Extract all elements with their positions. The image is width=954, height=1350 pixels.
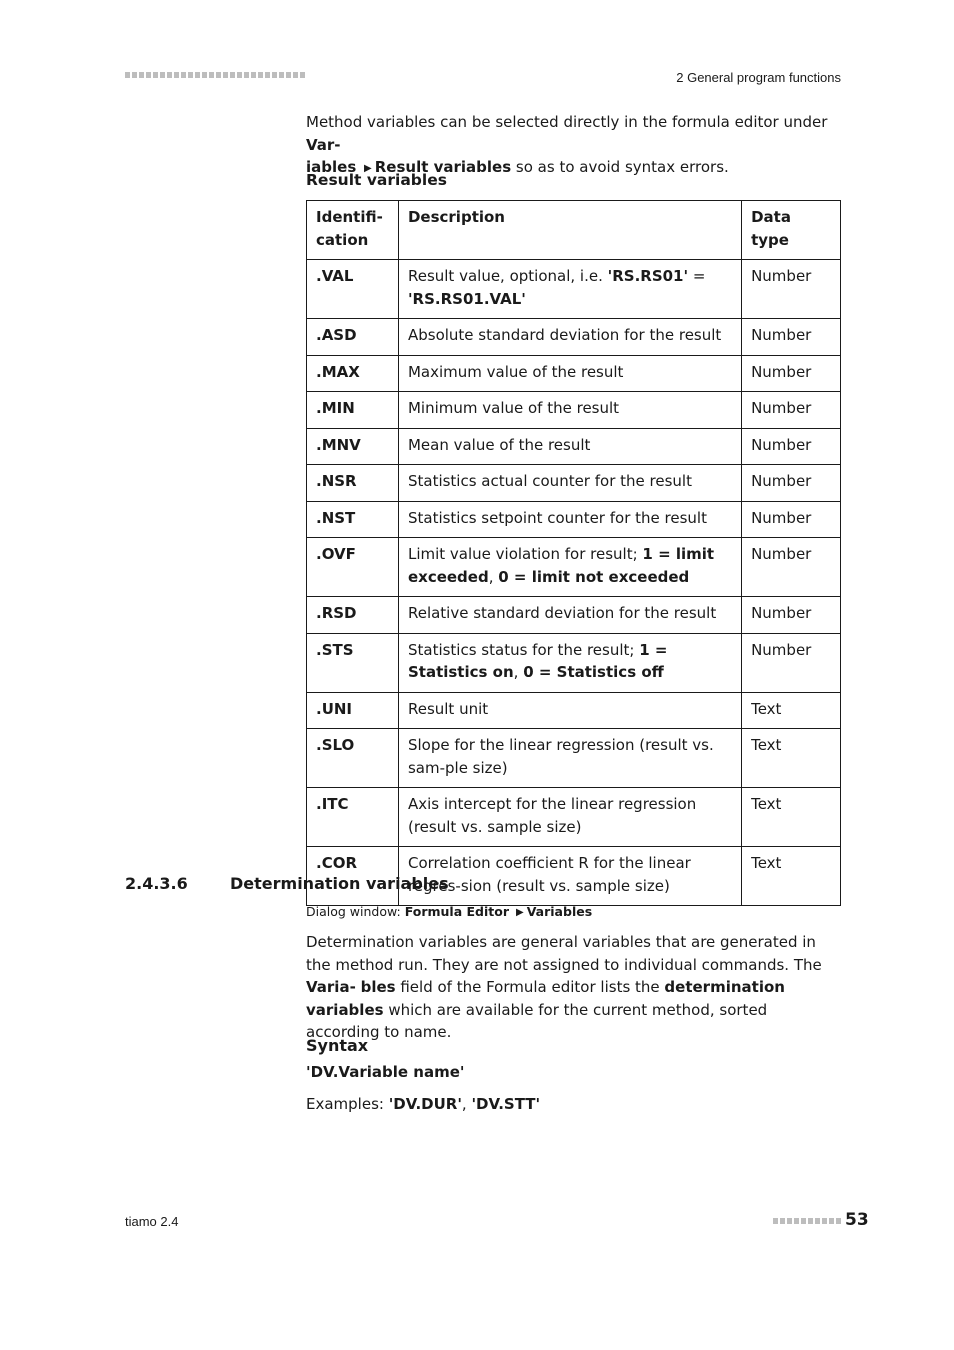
decoration-dot (132, 72, 137, 78)
cell-identification: .VAL (307, 260, 399, 319)
footer-decoration (773, 1218, 843, 1225)
table-row (307, 633, 841, 692)
table-row (307, 729, 841, 788)
cell-description: Slope for the linear regression (result vs. sam-ple size) (398, 729, 741, 788)
intro-paragraph: Method variables can be selected directly in the formula editor under Var- iables ▶ Result variables so as to avoid syntax errors. (306, 113, 828, 176)
cell-data-type: Number (742, 597, 841, 634)
section-title: Determination variables (230, 874, 449, 893)
decoration-dot (202, 72, 207, 78)
syntax-heading: Syntax (306, 1036, 369, 1055)
cell-description: Limit value violation for result; 1 = limit exceeded, 0 = limit not exceeded (398, 538, 741, 597)
cell-description: Result value, optional, i.e. 'RS.RS01' = 'RS.RS01.VAL' (398, 260, 741, 319)
table-row (307, 355, 841, 392)
table-row (307, 260, 841, 319)
decoration-dot (244, 72, 249, 78)
decoration-dot (153, 72, 158, 78)
menu-path-arrow-icon: ▶ (364, 163, 372, 174)
cell-data-type: Text (742, 729, 841, 788)
menu-path-arrow-icon: ▶ (515, 907, 524, 918)
cell-data-type: Number (742, 428, 841, 465)
syntax-value: 'DV.Variable name' (306, 1063, 465, 1081)
header-identification: Identifi- cation (307, 201, 399, 260)
cell-data-type: Text (742, 788, 841, 847)
decoration-dot (216, 72, 221, 78)
cell-description: Correlation coefficient R for the linear regres-sion (result vs. sample size) (398, 847, 741, 906)
cell-data-type: Number (742, 501, 841, 538)
cell-identification: .MNV (307, 428, 399, 465)
header-decoration (125, 72, 307, 79)
cell-description: Maximum value of the result (398, 355, 741, 392)
table-row (307, 501, 841, 538)
cell-description: Relative standard deviation for the result (398, 597, 741, 634)
decoration-dot (780, 1218, 785, 1224)
header-data-type: Data type (742, 201, 841, 260)
cell-data-type: Text (742, 692, 841, 729)
decoration-dot (787, 1218, 792, 1224)
dialog-window-path: Dialog window: Formula Editor ▶ Variables (306, 904, 593, 919)
table-row (307, 692, 841, 729)
running-header: 2 General program functions (676, 70, 841, 85)
section-body: Determination variables are general variables that are generated in the method run. They are not assigned to individual commands. The Varia- bles field of the Formula editor lists the determination variables which are available for the current method, sorted according to name. (306, 933, 822, 1041)
decoration-dot (815, 1218, 820, 1224)
decoration-dot (195, 72, 200, 78)
table-row (307, 428, 841, 465)
cell-description: Result unit (398, 692, 741, 729)
decoration-dot (230, 72, 235, 78)
cell-data-type: Number (742, 538, 841, 597)
decoration-dot (286, 72, 291, 78)
decoration-dot (167, 72, 172, 78)
decoration-dot (773, 1218, 778, 1224)
cell-identification: .NSR (307, 465, 399, 502)
decoration-dot (808, 1218, 813, 1224)
decoration-dot (125, 72, 130, 78)
cell-identification: .OVF (307, 538, 399, 597)
decoration-dot (794, 1218, 799, 1224)
decoration-dot (146, 72, 151, 78)
decoration-dot (209, 72, 214, 78)
cell-identification: .NST (307, 501, 399, 538)
decoration-dot (223, 72, 228, 78)
cell-description: Axis intercept for the linear regression (result vs. sample size) (398, 788, 741, 847)
cell-data-type: Number (742, 260, 841, 319)
table-row (307, 465, 841, 502)
cell-identification: .RSD (307, 597, 399, 634)
cell-description: Statistics status for the result; 1 = Statistics on, 0 = Statistics off (398, 633, 741, 692)
decoration-dot (139, 72, 144, 78)
cell-description: Absolute standard deviation for the result (398, 319, 741, 356)
page-number: 53 (845, 1210, 869, 1230)
decoration-dot (160, 72, 165, 78)
examples-line: Examples: 'DV.DUR', 'DV.STT' (306, 1095, 541, 1113)
header-description: Description (398, 201, 741, 260)
decoration-dot (829, 1218, 834, 1224)
decoration-dot (188, 72, 193, 78)
decoration-dot (279, 72, 284, 78)
decoration-dot (181, 72, 186, 78)
cell-identification: .MAX (307, 355, 399, 392)
decoration-dot (265, 72, 270, 78)
table-row (307, 319, 841, 356)
cell-data-type: Number (742, 465, 841, 502)
section-number: 2.4.3.6 (125, 874, 188, 893)
decoration-dot (272, 72, 277, 78)
table-caption: Result variables (306, 171, 447, 189)
cell-identification: .SLO (307, 729, 399, 788)
cell-description: Statistics actual counter for the result (398, 465, 741, 502)
cell-data-type: Number (742, 355, 841, 392)
table-row (307, 788, 841, 847)
cell-identification: .STS (307, 633, 399, 692)
table-row (307, 538, 841, 597)
result-variables-table (306, 200, 841, 906)
decoration-dot (836, 1218, 841, 1224)
decoration-dot (801, 1218, 806, 1224)
cell-identification: .ASD (307, 319, 399, 356)
decoration-dot (237, 72, 242, 78)
cell-description: Statistics setpoint counter for the result (398, 501, 741, 538)
cell-identification: .ITC (307, 788, 399, 847)
cell-description: Minimum value of the result (398, 392, 741, 429)
footer-product: tiamo 2.4 (125, 1214, 179, 1229)
decoration-dot (251, 72, 256, 78)
cell-identification: .COR (307, 847, 399, 906)
decoration-dot (258, 72, 263, 78)
table-row (307, 392, 841, 429)
cell-data-type: Number (742, 392, 841, 429)
decoration-dot (822, 1218, 827, 1224)
cell-description: Mean value of the result (398, 428, 741, 465)
decoration-dot (174, 72, 179, 78)
cell-identification: .MIN (307, 392, 399, 429)
decoration-dot (300, 72, 305, 78)
table-row (307, 597, 841, 634)
table-header-row (307, 201, 841, 260)
cell-data-type: Number (742, 633, 841, 692)
cell-identification: .UNI (307, 692, 399, 729)
cell-data-type: Text (742, 847, 841, 906)
cell-data-type: Number (742, 319, 841, 356)
decoration-dot (293, 72, 298, 78)
